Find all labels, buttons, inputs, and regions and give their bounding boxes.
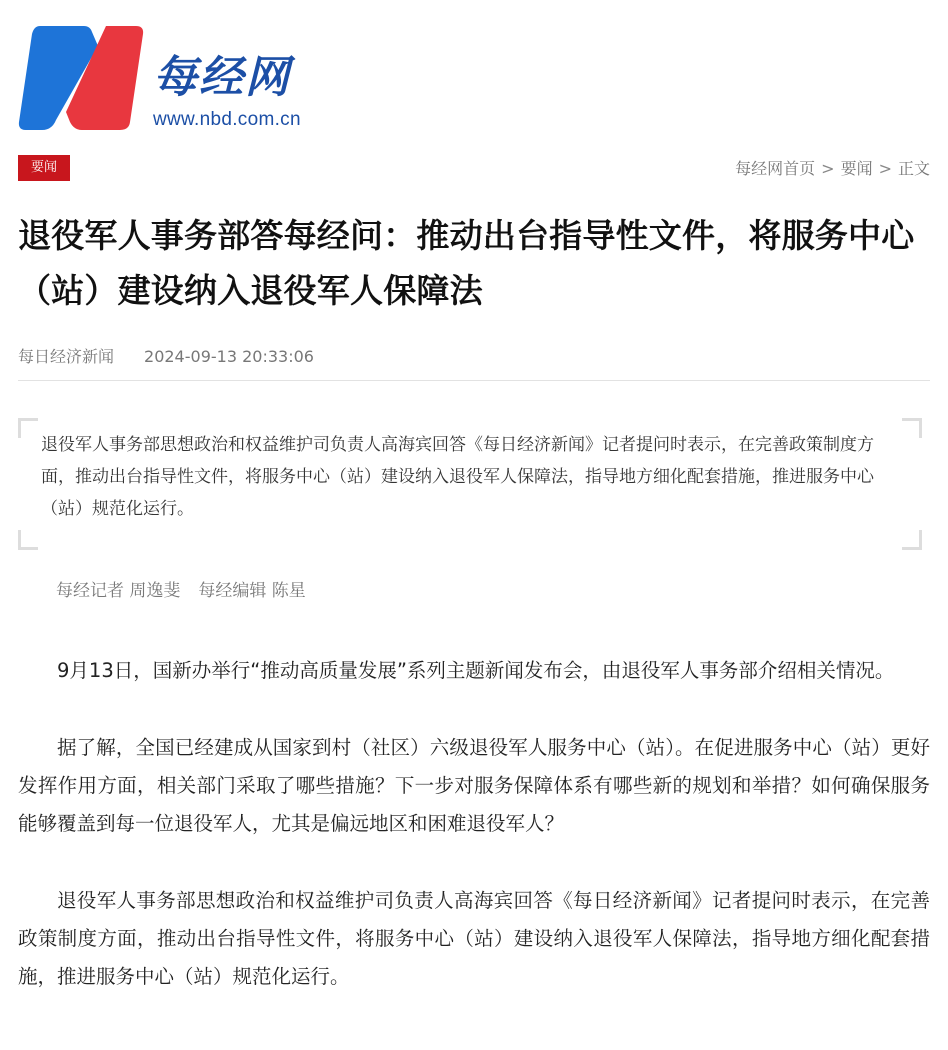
breadcrumb-current: 正文 — [897, 159, 930, 178]
meta-divider — [18, 380, 930, 381]
article-summary-text: 退役军人事务部思想政治和权益维护司负责人高海宾回答《每日经济新闻》记者提问时表示，在完善政策制度方面，推动出台指导性文件，将服务中心（站）建设纳入退役军人保障法，指导地方细化配套措施，推进服务中心（站）规范化运行。 — [41, 435, 874, 519]
corner-bracket-top-left-icon — [18, 418, 38, 438]
article-source: 每日经济新闻 — [18, 347, 115, 366]
nbd-logo-mark-icon — [18, 24, 148, 134]
logo-name-cn: 每经网 — [153, 52, 291, 103]
corner-bracket-bottom-left-icon — [18, 530, 38, 550]
article-summary-box — [18, 418, 922, 550]
article-byline — [56, 579, 306, 603]
breadcrumb — [735, 158, 930, 180]
editor-credit: 每经编辑 陈星 — [198, 581, 306, 601]
article-paragraph: 退役军人事务部思想政治和权益维护司负责人高海宾回答《每日经济新闻》记者提问时表示，在完善政策制度方面，推动出台指导性文件，将服务中心（站）建设纳入退役军人保障法，指导地方细化配套措施，推进服务中心（站）规范化运行。 — [18, 889, 930, 988]
article-meta — [18, 346, 314, 368]
breadcrumb-separator: > — [821, 159, 835, 178]
article-body — [18, 652, 930, 1035]
article-paragraph: 9月13日，国新办举行“推动高质量发展”系列主题新闻发布会，由退役军人事务部介绍相关情况。 — [57, 659, 895, 682]
reporter-credit: 每经记者 周逸斐 — [56, 581, 181, 601]
breadcrumb-category-link[interactable]: 要闻 — [840, 159, 873, 178]
breadcrumb-home-link[interactable]: 每经网首页 — [735, 159, 816, 178]
site-logo[interactable] — [18, 24, 328, 134]
logo-url-text: www.nbd.com.cn — [153, 109, 301, 130]
article-paragraph: 据了解，全国已经建成从国家到村（社区）六级退役军人服务中心（站）。在促进服务中心（站）更好发挥作用方面，相关部门采取了哪些措施？下一步对服务保障体系有哪些新的规划和举措？如何确保服务能够覆盖到每一位退役军人，尤其是偏远地区和困难退役军人？ — [18, 736, 930, 835]
article-datetime: 2024-09-13 20:33:06 — [144, 347, 314, 366]
breadcrumb-separator: > — [878, 159, 892, 178]
corner-bracket-bottom-right-icon — [902, 530, 922, 550]
article-title: 退役军人事务部答每经问：推动出台指导性文件，将服务中心（站）建设纳入退役军人保障法 — [18, 216, 915, 310]
category-tag[interactable]: 要闻 — [18, 155, 70, 181]
